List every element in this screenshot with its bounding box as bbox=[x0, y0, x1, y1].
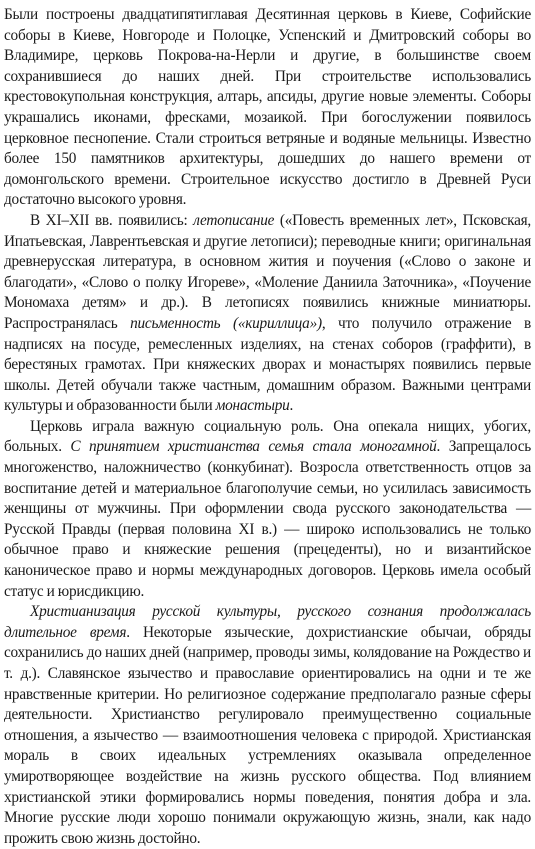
text-run: Церковь играла важную социальную роль. Она опекала нищих, убогих, больных. bbox=[4, 417, 531, 456]
text-run: . Запрещалось многоженство, наложничество (конкубинат). Возросла ответственность отцов за воспитание детей и материальное благополучие семьи, но усилилась зависимость женщины от мужчины. При оформлении свода русского законодательства — Русской Правды (первая половина XI в.) — широко использовались не только обычное право и княжеские решения (прецеденты), но и византийское каноническое право и нормы международных договоров. Церковь имела особый статус и юрисдикцию. bbox=[4, 438, 531, 600]
paragraph-literature bbox=[4, 211, 531, 417]
text-run: В XI–XII вв. появились: bbox=[30, 211, 194, 229]
text-run: . Некоторые языческие, дохристианские обычаи, обряды сохранились до наших дней (например, проводы зимы, колядование на Рождество и т. д.). Славянское язычество и православие ориентировались на одни и те же нравственные критерии. Но религиозное содержание предполагало разные сферы деятельности. Христианство регулировало преимущественно социальные отношения, а язычество — взаимоотношения человека с природой. Христианская мораль в своих идеальных устремлениях оказывала определенное умиротворяющее воздействие на жизнь русского общества. Под влиянием христианской этики формировались нормы поведения, понятия добра и зла. Многие русские люди хорошо понимали окружающую жизнь, знали, как надо прожить свою жизнь достойно. bbox=[4, 623, 531, 847]
paragraph-church-social-role bbox=[4, 417, 531, 602]
text-run: , что получило отражение в надписях на посуде, ремесленных изделиях, на стенах соборов (граффити), в берестяных грамотах. При княжеских дворах и монастырях появились первые школы. Детей обучали также частным, домашним образом. Важными центрами культуры и образованности были bbox=[4, 314, 531, 415]
paragraph-christianization bbox=[4, 602, 531, 849]
text-run: Были построены двадцатипятиглавая Десятинная церковь в Киеве, Софийские соборы в Киеве, Новгороде и Полоцке, Успенский и Дмитровский соборы во Владимире, церковь Покрова-на-Нерли и другие, в большинстве своем сохранившиеся до наших дней. При строительстве использовались крестовокупольная конструкция, алтарь, апсиды, другие новые элементы. Соборы украшались иконами, фресками, мозаикой. При богослужении появилось церковное песнопение. Стали строиться ветряные и водяные мельницы. Известно более 150 памятников архитектуры, дошедших до нашего времени от домонгольского времени. Строительное искусство достигло в Древней Руси достаточно высокого уровня. bbox=[4, 6, 531, 209]
paragraph-architecture bbox=[4, 5, 531, 211]
text-run: . bbox=[289, 397, 294, 415]
emphasis-term: летописание bbox=[193, 211, 275, 229]
emphasis-term: Христианизация русской культуры, русского сознания продолжалась длительное время bbox=[4, 603, 531, 641]
emphasis-term: монастыри bbox=[215, 397, 290, 415]
emphasis-term: С принятием христианства семья стала моногамной bbox=[70, 438, 437, 456]
text-run: («Повесть временных лет», Псковская, Ипатьевская, Лаврентьевская и другие летописи); переводные книги; оригинальная древнерусская литература, в основном жития и поучения («Слово о законе и благодати», «Слово о полку Игореве», «Моление Даниила Заточника», «Поучение Мономаха детям» и др.). В летописях появились книжные миниатюры. Распространялась bbox=[4, 211, 531, 332]
emphasis-term: письменность («кириллица») bbox=[130, 314, 322, 332]
